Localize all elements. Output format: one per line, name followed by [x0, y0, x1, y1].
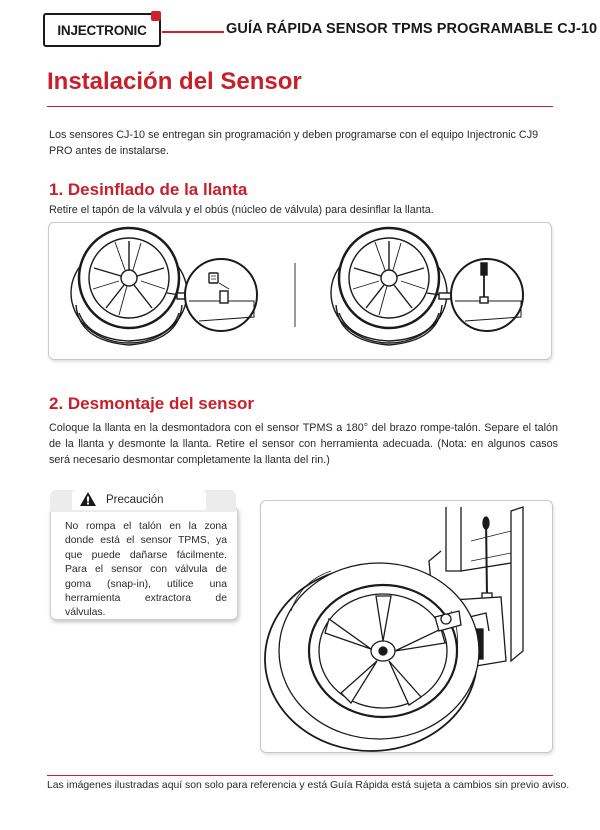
brand-logo — [43, 13, 161, 47]
document-title: GUÍA RÁPIDA SENSOR TPMS PROGRAMABLE CJ-10 — [226, 21, 598, 37]
logo-accent-mark — [151, 11, 161, 21]
valve-core-tool-zoom-icon — [451, 259, 523, 331]
deflation-illustration — [48, 222, 552, 360]
page-title: Instalación del Sensor — [47, 68, 302, 95]
section-1-text: Retire el tapón de la válvula y el obús (núcleo de válvula) para desinflar la llanta. — [49, 204, 434, 216]
section-1-title: 1. Desinflado de la llanta — [49, 180, 248, 199]
caution-label: Precaución — [106, 494, 164, 506]
tire-left-icon — [71, 228, 199, 345]
tire-changer-illustration — [260, 500, 553, 753]
title-divider — [47, 106, 553, 107]
valve-cap-zoom-icon — [185, 259, 257, 331]
warning-icon — [79, 491, 97, 507]
logo-text: INJECTRONIC — [57, 22, 147, 38]
footer-divider — [47, 775, 553, 776]
tire-on-changer-icon — [265, 563, 479, 751]
deflation-svg — [49, 223, 551, 359]
footer-disclaimer: Las imágenes ilustradas aquí son solo para referencia y está Guía Rápida está sujeta a cambios sin previo aviso. — [47, 780, 570, 791]
caution-text: No rompa el talón en la zona donde está el sensor TPMS, ya que puede dañarse fácilmente. Para el sensor con válvula de goma (snap-in), utilice una herramienta extractora de válvulas. — [65, 521, 227, 619]
intro-paragraph: Los sensores CJ-10 se entregan sin programación y deben programarse con el equipo Injectronic CJ9 PRO antes de instalarse. — [49, 129, 539, 157]
tire-right-icon — [331, 228, 459, 345]
header-divider — [162, 31, 224, 33]
section-2-text: Coloque la llanta en la desmontadora con el sensor TPMS a 180° del brazo rompe-talón. Separe el talón de la llanta y desmonte la llanta. Retire el sensor con herramienta adecuada. (Nota: en algunos casos será necesario desmontar completamente la llanta del rin.) — [49, 422, 558, 466]
tire-changer-svg — [261, 501, 552, 752]
section-2-title: 2. Desmontaje del sensor — [49, 394, 255, 413]
